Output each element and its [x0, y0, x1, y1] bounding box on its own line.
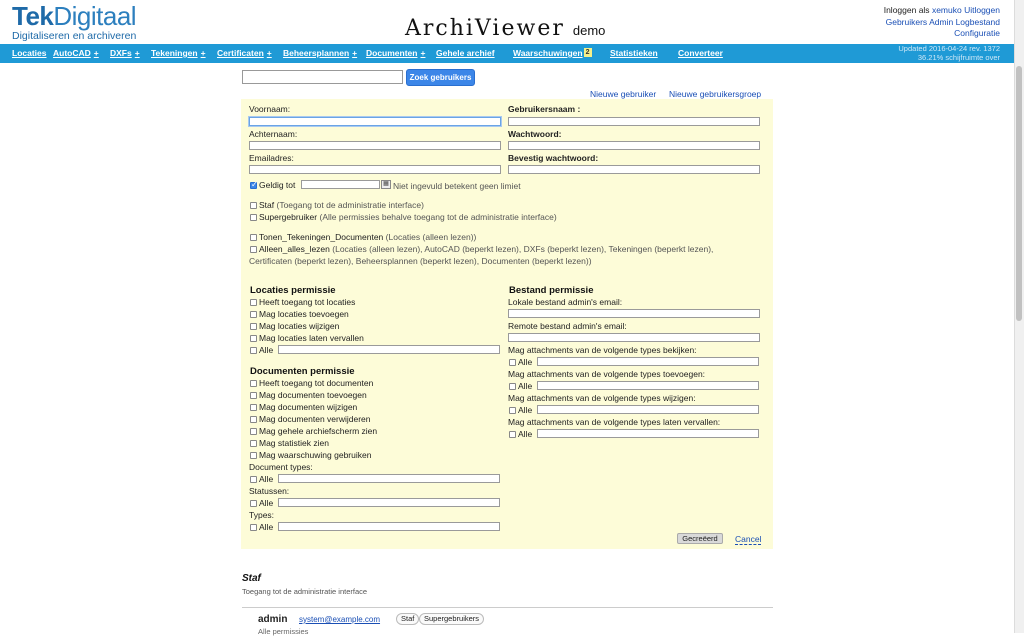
- document-types-field[interactable]: [278, 474, 500, 483]
- att-view-label: Mag attachments van de volgende types bekijken:: [508, 345, 697, 355]
- config-link[interactable]: Configuratie: [954, 28, 1000, 38]
- all-label: Alle: [259, 522, 274, 532]
- calendar-icon[interactable]: ▦: [381, 180, 391, 189]
- local-admin-email-field[interactable]: [508, 309, 760, 318]
- remote-admin-email-label: Remote bestand admin's email:: [508, 321, 627, 331]
- user-row-name[interactable]: admin: [258, 614, 288, 625]
- nav-item-certificaten[interactable]: [217, 48, 272, 58]
- email-label: Emailadres:: [249, 153, 294, 163]
- nav-item-converteer[interactable]: [678, 48, 723, 58]
- login-status: [884, 5, 1000, 17]
- valid-until-checkbox[interactable]: [250, 182, 257, 189]
- nav-label: Locaties: [12, 48, 47, 58]
- staff-section-title: Staf: [242, 573, 261, 584]
- app-title-text: ArchiViewer: [405, 16, 565, 41]
- all-types-checkbox[interactable]: [250, 524, 257, 531]
- local-admin-email-label: Lokale bestand admin's email:: [508, 297, 623, 307]
- version-info: [898, 45, 1000, 62]
- all-label: Alle: [518, 405, 533, 415]
- users-link[interactable]: Gebruikers: [885, 16, 928, 27]
- all-doc-types-checkbox[interactable]: [250, 476, 257, 483]
- readonly-all-hint-cont: Certificaten (beperkt lezen), Beheersplannen (beperkt lezen), Documenten (beperkt lezen)): [249, 256, 592, 266]
- all-label: Alle: [259, 498, 274, 508]
- nav-item-dxfs[interactable]: [110, 48, 140, 58]
- all-label: Alle: [518, 429, 533, 439]
- perm-label: Mag locaties toevoegen: [259, 309, 349, 319]
- nav-label: AutoCAD: [53, 48, 91, 58]
- nav-label: Documenten: [366, 48, 418, 58]
- plus-icon[interactable]: +: [134, 48, 140, 58]
- staff-hint: (Toegang tot de administratie interface): [276, 200, 424, 210]
- nav-item-beheersplannen[interactable]: [283, 48, 357, 58]
- group-tag: Staf: [396, 613, 419, 625]
- all-label: Alle: [518, 381, 533, 391]
- perm-checkbox[interactable]: [250, 404, 257, 411]
- perm-checkbox[interactable]: [250, 335, 257, 342]
- header: [0, 0, 1014, 44]
- document-types-label: Document types:: [249, 462, 313, 472]
- att-view-all-checkbox[interactable]: [509, 359, 516, 366]
- config-row: [884, 28, 1000, 40]
- user-box: [884, 5, 1000, 40]
- nav-item-autocad[interactable]: [53, 48, 99, 58]
- perm-label: Mag locaties wijzigen: [259, 321, 340, 331]
- firstname-label: Voornaam:: [249, 104, 291, 114]
- group-tag: Supergebruikers: [419, 613, 484, 625]
- show-docs-label: Tonen_Tekeningen_Documenten: [259, 232, 384, 242]
- att-add-field[interactable]: [537, 381, 759, 390]
- plus-icon[interactable]: +: [352, 48, 358, 58]
- brand-name-part2: Digitaal: [53, 1, 137, 31]
- staff-option: [259, 200, 424, 210]
- readonly-all-label: Alleen_alles_lezen: [259, 244, 330, 254]
- plus-icon[interactable]: +: [93, 48, 99, 58]
- nav-item-waarschuwingen[interactable]: [513, 48, 592, 58]
- perm-label: Heeft toegang tot locaties: [259, 297, 356, 307]
- nav-item-locaties[interactable]: [12, 48, 47, 58]
- perm-checkbox[interactable]: [250, 299, 257, 306]
- username-field[interactable]: [508, 117, 760, 126]
- staff-section-desc: Toegang tot de administratie interface: [242, 587, 368, 596]
- statuses-field[interactable]: [278, 498, 500, 507]
- att-edit-all-checkbox[interactable]: [509, 407, 516, 414]
- perm-label: Mag documenten verwijderen: [259, 414, 371, 424]
- brand-name-part1: Tek: [12, 1, 54, 31]
- valid-until-date-field[interactable]: [301, 180, 380, 189]
- perm-label: Heeft toegang tot documenten: [259, 378, 374, 388]
- att-view-field[interactable]: [537, 357, 759, 366]
- perm-checkbox[interactable]: [250, 311, 257, 318]
- statuses-label: Statussen:: [249, 486, 290, 496]
- readonly-all-option: [259, 244, 713, 254]
- confirm-password-field[interactable]: [508, 165, 760, 174]
- brand-logo[interactable]: [12, 2, 136, 42]
- user-row-permissions: Alle permissies: [258, 627, 309, 636]
- nav-label: Gehele archief: [436, 48, 495, 58]
- superuser-hint: (Alle permissies behalve toegang tot de administratie interface): [319, 212, 557, 222]
- username-label: Gebruikersnaam :: [508, 104, 581, 114]
- updated-text: Updated 2016-04-24 rev. 1372: [898, 44, 1000, 53]
- readonly-all-checkbox[interactable]: [250, 246, 257, 253]
- divider: [242, 607, 773, 608]
- perm-label: Mag statistiek zien: [259, 438, 329, 448]
- att-edit-label: Mag attachments van de volgende types wijzigen:: [508, 393, 696, 403]
- types-field[interactable]: [278, 522, 500, 531]
- password-field[interactable]: [508, 141, 760, 150]
- nav-label: Waarschuwingen: [513, 48, 583, 58]
- nav-item-documenten[interactable]: [366, 48, 425, 58]
- all-locations-checkbox[interactable]: [250, 347, 257, 354]
- perm-checkbox[interactable]: [250, 416, 257, 423]
- perm-checkbox[interactable]: [250, 323, 257, 330]
- logout-link[interactable]: Uitloggen: [964, 5, 1000, 15]
- create-button[interactable]: Gecreëerd: [677, 533, 723, 544]
- plus-icon[interactable]: +: [266, 48, 272, 58]
- logfile-link[interactable]: Logbestand: [955, 16, 1000, 27]
- staff-checkbox[interactable]: [250, 202, 257, 209]
- app-title-demo: demo: [572, 23, 606, 38]
- readonly-all-hint: (Locaties (alleen lezen), AutoCAD (beperkt lezen), DXFs (beperkt lezen), Tekeningen (beperkt lezen),: [332, 244, 714, 254]
- cancel-link[interactable]: Cancel: [735, 534, 762, 544]
- perm-label: Mag documenten toevoegen: [259, 390, 367, 400]
- all-label: Alle: [259, 474, 274, 484]
- file-permission-heading: Bestand permissie: [509, 285, 594, 296]
- new-user-link[interactable]: Nieuwe gebruiker: [590, 89, 657, 99]
- show-docs-checkbox[interactable]: [250, 234, 257, 241]
- confirm-password-label: Bevestig wachtwoord:: [508, 153, 599, 163]
- att-edit-field[interactable]: [537, 405, 759, 414]
- att-expire-label: Mag attachments van de volgende types laten vervallen:: [508, 417, 721, 427]
- att-expire-all-checkbox[interactable]: [509, 431, 516, 438]
- superuser-label: Supergebruiker: [259, 212, 318, 222]
- scrollbar-thumb[interactable]: [1016, 66, 1022, 321]
- valid-until-hint: Niet ingevuld betekent geen limiet: [393, 181, 521, 191]
- admin-links: [884, 17, 1000, 29]
- staff-label: Staf: [259, 200, 275, 210]
- user-row-email[interactable]: system@example.com: [299, 615, 381, 624]
- brand-tagline: Digitaliseren en archiveren: [12, 30, 137, 42]
- lastname-label: Achternaam:: [249, 129, 298, 139]
- plus-icon[interactable]: +: [200, 48, 206, 58]
- brand-name: [12, 2, 136, 30]
- nav-label: Converteer: [678, 48, 723, 58]
- disk-space-text: 36.21% schijfruimte over: [917, 52, 1000, 62]
- documents-permission-heading: Documenten permissie: [250, 366, 355, 377]
- nav-label: Tekeningen: [151, 48, 198, 58]
- warning-count-badge: 2: [585, 49, 590, 56]
- locations-all-field[interactable]: [278, 345, 500, 354]
- email-field[interactable]: [249, 165, 501, 174]
- perm-label: Mag gehele archiefscherm zien: [259, 426, 378, 436]
- perm-label: Mag waarschuwing gebruiken: [259, 450, 372, 460]
- perm-checkbox[interactable]: [250, 452, 257, 459]
- nav-label: Certificaten: [217, 48, 264, 58]
- perm-checkbox[interactable]: [250, 392, 257, 399]
- att-add-all-checkbox[interactable]: [509, 383, 516, 390]
- show-docs-hint: (Locaties (alleen lezen)): [385, 232, 477, 242]
- nav-item-gehele-archief[interactable]: [436, 48, 495, 58]
- main-nav: [0, 44, 1014, 63]
- app-title: [405, 16, 605, 41]
- nav-item-statistieken[interactable]: [610, 48, 658, 58]
- locations-permission-heading: Locaties permissie: [250, 285, 336, 296]
- att-add-label: Mag attachments van de volgende types toevoegen:: [508, 369, 706, 379]
- password-label: Wachtwoord:: [508, 129, 562, 139]
- nav-label: DXFs: [110, 48, 132, 58]
- username-link[interactable]: xemuko: [931, 5, 962, 15]
- nav-label: Beheersplannen: [283, 48, 350, 58]
- perm-checkbox[interactable]: [250, 380, 257, 387]
- user-search-input[interactable]: [242, 70, 403, 84]
- perm-checkbox[interactable]: [250, 428, 257, 435]
- superuser-checkbox[interactable]: [250, 214, 257, 221]
- all-statuses-checkbox[interactable]: [250, 500, 257, 507]
- nav-label: Statistieken: [610, 48, 658, 58]
- login-prefix: Inloggen als: [883, 5, 930, 15]
- perm-checkbox[interactable]: [250, 440, 257, 447]
- remote-admin-email-field[interactable]: [508, 333, 760, 342]
- nav-item-tekeningen[interactable]: [151, 48, 206, 58]
- new-usergroup-link[interactable]: Nieuwe gebruikersgroep: [669, 89, 762, 99]
- perm-label: Mag locaties laten vervallen: [259, 333, 364, 343]
- plus-icon[interactable]: +: [420, 48, 426, 58]
- show-docs-option: [259, 232, 476, 242]
- all-label: Alle: [259, 345, 274, 355]
- search-users-button[interactable]: Zoek gebruikers: [406, 69, 475, 86]
- admin-link[interactable]: Admin: [929, 16, 954, 27]
- lastname-field[interactable]: [249, 141, 501, 150]
- firstname-field[interactable]: [249, 117, 501, 126]
- types-label: Types:: [249, 510, 275, 520]
- perm-label: Mag documenten wijzigen: [259, 402, 358, 412]
- all-label: Alle: [518, 357, 533, 367]
- att-expire-field[interactable]: [537, 429, 759, 438]
- page-scrollbar[interactable]: [1014, 0, 1024, 633]
- superuser-option: [259, 212, 557, 222]
- valid-until-label: Geldig tot: [259, 180, 296, 190]
